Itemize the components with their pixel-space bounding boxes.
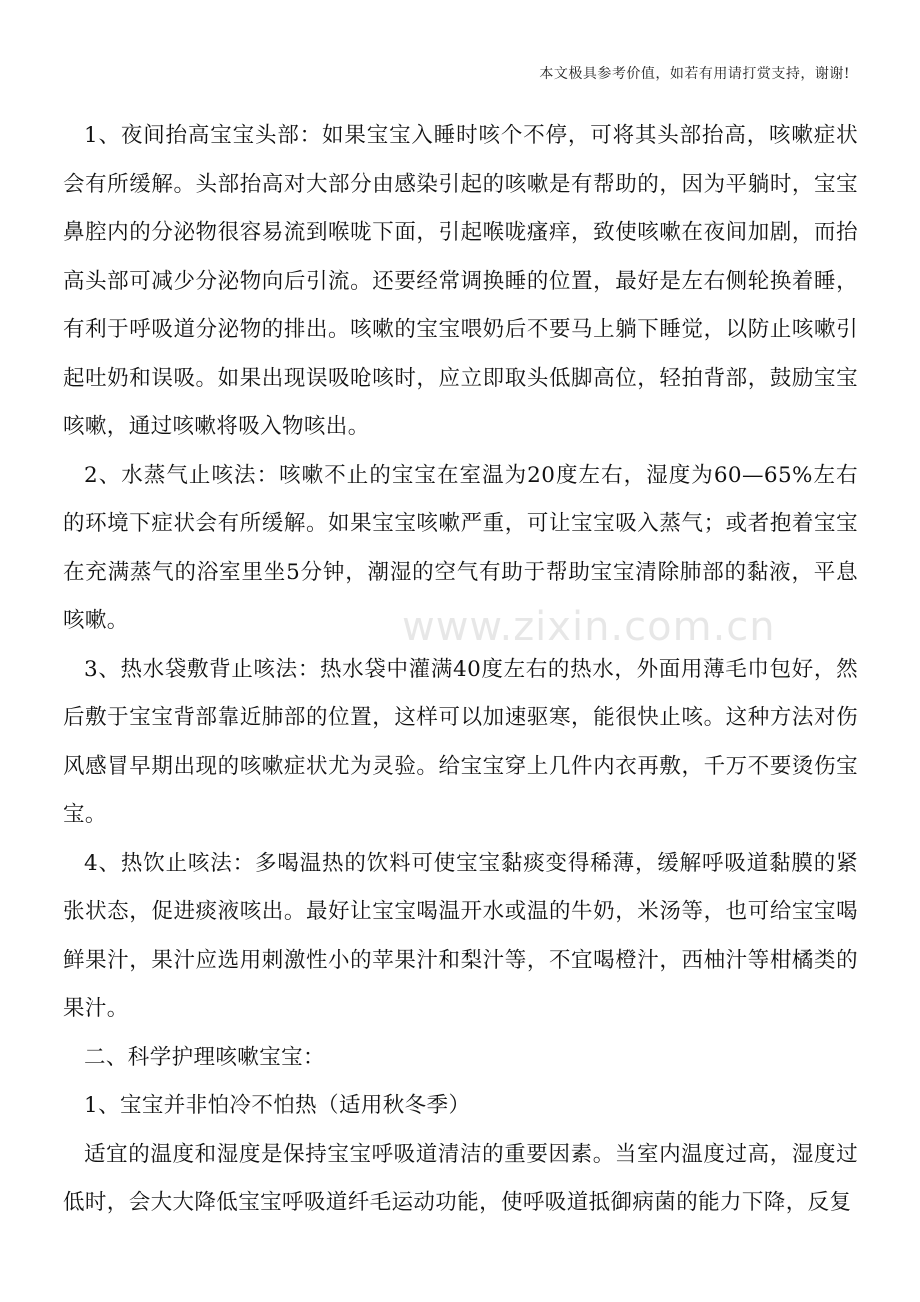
paragraph-hot-water-bag-method: 3、热水袋敷背止咳法：热水袋中灌满40度左右的热水，外面用薄毛巾包好，然后敷于宝宝背部靠近肺部的位置，这样可以加速驱寒，能很快止咳。这种方法对伤风感冒早期出现的咳嗽症状尤为灵验。给宝宝穿上几件内衣再敷，千万不要烫伤宝宝。: [63, 656, 858, 827]
paragraph-night-head-elevation: 1、夜间抬高宝宝头部：如果宝宝入睡时咳个不停，可将其头部抬高，咳嗽症状会有所缓解。头部抬高对大部分由感染引起的咳嗽是有帮助的，因为平躺时，宝宝鼻腔内的分泌物很容易流到喉咙下面，引起喉咙瘙痒，致使咳嗽在夜间加剧，而抬高头部可减少分泌物向后引流。还要经常调换睡的位置，最好是左右侧轮换着睡，有利于呼吸道分泌物的排出。咳嗽的宝宝喂奶后不要马上躺下睡觉，以防止咳嗽引起吐奶和误吸。如果出现误吸呛咳时，应立即取头低脚高位，轻拍背部，鼓励宝宝咳嗽，通过咳嗽将吸入物咳出。: [63, 123, 858, 439]
document-body: [63, 112, 858, 1228]
header-note: 本文极具参考价值，如若有用请打赏支持，谢谢!: [539, 66, 850, 82]
section-heading-care: 二、科学护理咳嗽宝宝：: [84, 1044, 325, 1070]
paragraph-temperature-humidity: 适宜的温度和湿度是保持宝宝呼吸道清洁的重要因素。当室内温度过高，湿度过低时，会大大降低宝宝呼吸道纤毛运动功能，使呼吸道抵御病菌的能力下降，反复: [63, 1141, 858, 1215]
paragraph-steam-method: 2、水蒸气止咳法：咳嗽不止的宝宝在室温为20度左右，湿度为60—65%左右的环境下症状会有所缓解。如果宝宝咳嗽严重，可让宝宝吸入蒸气；或者抱着宝宝在充满蒸气的浴室里坐5分钟，潮湿的空气有助于帮助宝宝清除肺部的黏液，平息咳嗽。: [63, 462, 858, 633]
watermark: www.zixin.com.cn: [402, 604, 776, 650]
paragraph-hot-drink-method: 4、热饮止咳法：多喝温热的饮料可使宝宝黏痰变得稀薄，缓解呼吸道黏膜的紧张状态，促进痰液咳出。最好让宝宝喝温开水或温的牛奶，米汤等，也可给宝宝喝鲜果汁，果汁应选用刺激性小的苹果汁和梨汁等，不宜喝橙汁，西柚汁等柑橘类的果汁。: [63, 850, 858, 1021]
subsection-heading-temperature: 1、宝宝并非怕冷不怕热（适用秋冬季）: [84, 1093, 471, 1118]
